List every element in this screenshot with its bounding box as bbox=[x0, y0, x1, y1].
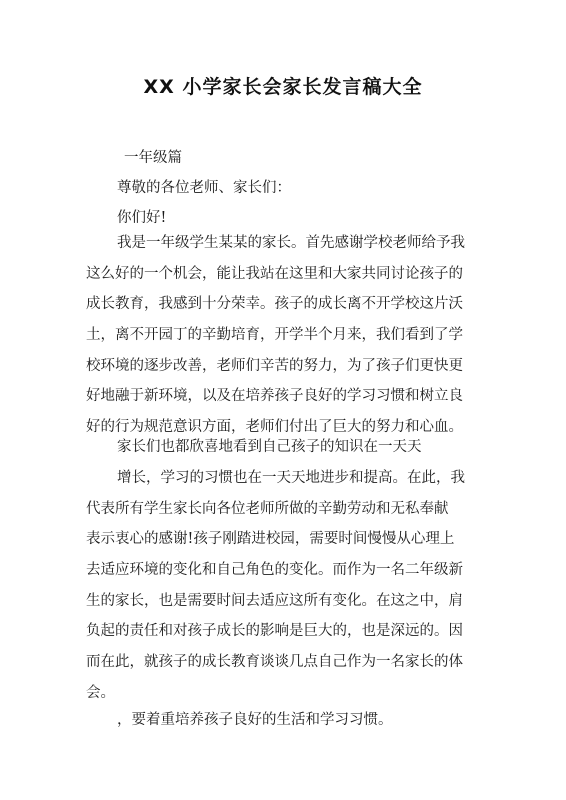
paragraph-4 bbox=[86, 705, 506, 736]
paragraph-2-line: 家长们也都欣喜地看到自己孩子的知识在一天天 bbox=[117, 439, 422, 455]
paragraph-1-line: 校环境的逐步改善，老师们辛苦的努力，为了孩子们更快更 bbox=[86, 357, 463, 374]
paragraph-3-line: 会。 bbox=[86, 684, 115, 701]
paragraph-2 bbox=[86, 432, 506, 463]
paragraph-1-line: 我是一年级学生某某的家长。首先感谢学校老师给予我 bbox=[117, 235, 465, 251]
salutation: 尊敬的各位老师、家长们： bbox=[117, 180, 291, 196]
paragraph-1-line: 这么好的一个机会，能让我站在这里和大家共同讨论孩子的 bbox=[86, 265, 463, 282]
paragraph-3-line: 表示衷心的感谢!孩子刚踏进校园，需要时间慢慢从心理上 bbox=[86, 531, 455, 548]
paragraph-1-line: 土，离不开园丁的辛勤培育，开学半个月来，我们看到了学 bbox=[86, 327, 463, 344]
paragraph-3-line: 去适应环境的变化和自己角色的变化。而作为一名二年级新 bbox=[86, 562, 463, 579]
document-title: XX 小学家长会家长发言稿大全 bbox=[143, 76, 423, 98]
paragraph-1-line: 好的行为规范意识方面，老师们付出了巨大的努力和心血。 bbox=[86, 419, 463, 436]
paragraph-3-line: 增长，学习的习惯也在一天天地进步和提高。在此，我 bbox=[117, 470, 465, 486]
greeting: 你们好! bbox=[117, 210, 167, 226]
paragraph-3 bbox=[86, 463, 506, 709]
paragraph-1-line: 好地融于新环境，以及在培养孩子良好的学习习惯和树立良 bbox=[86, 388, 463, 405]
paragraph-3-line: 代表所有学生家长向各位老师所做的辛勤劳动和无私奉献 bbox=[86, 500, 449, 517]
paragraph-3-line: 生的家长，也是需要时间去适应这所有变化。在这之中，肩 bbox=[86, 592, 463, 609]
paragraph-3-line: 而在此，就孩子的成长教育谈谈几点自己作为一名家长的体 bbox=[86, 654, 463, 671]
paragraph-1 bbox=[86, 228, 506, 443]
section-heading: 一年级篇 bbox=[124, 150, 182, 166]
paragraph-3-line: 负起的责任和对孩子成长的影响是巨大的，也是深远的。因 bbox=[86, 623, 463, 640]
paragraph-1-line: 成长教育，我感到十分荣幸。孩子的成长离不开学校这片沃 bbox=[86, 296, 463, 313]
paragraph-4-line: ，要着重培养孩子良好的生活和学习习惯。 bbox=[117, 712, 393, 728]
